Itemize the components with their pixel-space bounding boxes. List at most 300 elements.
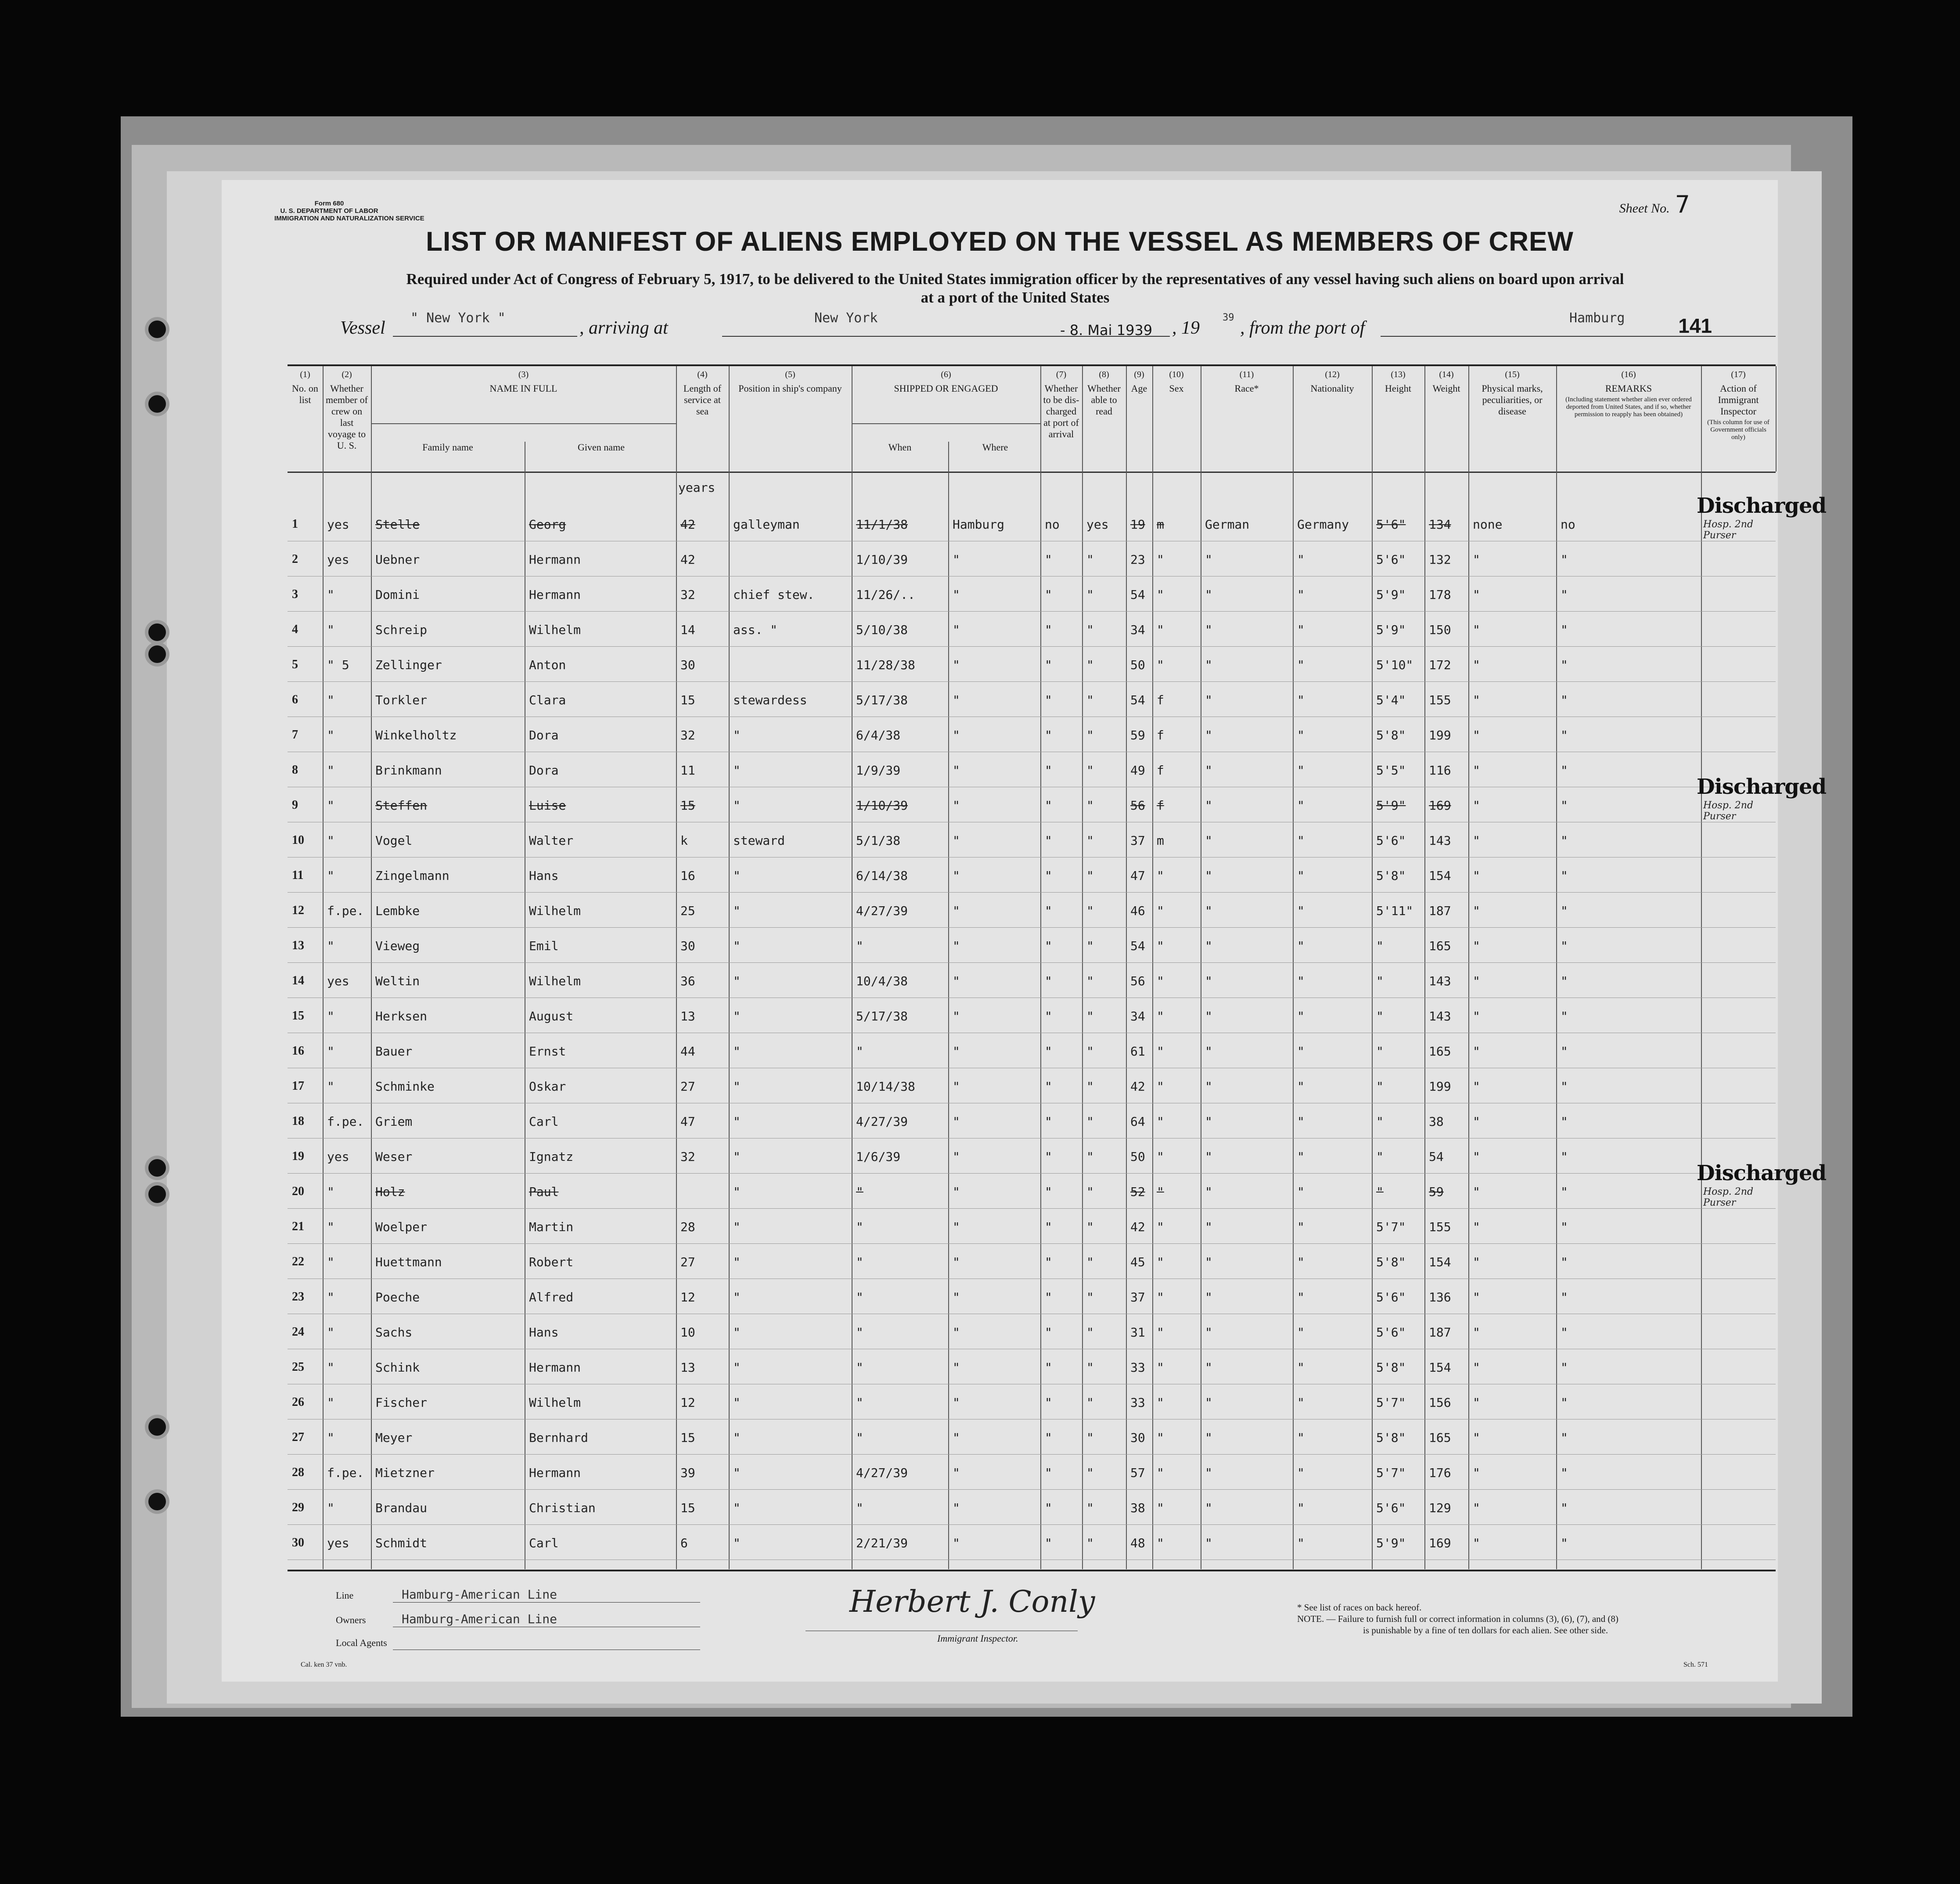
cell-weight: 143	[1429, 833, 1451, 848]
table-row	[288, 507, 1776, 542]
cell-read: "	[1086, 587, 1094, 602]
table-row	[288, 963, 1776, 998]
stamp-annotation: Hosp. 2nd Purser	[1703, 800, 1754, 822]
cell-given: Ignatz	[529, 1149, 574, 1164]
cell-nat: "	[1297, 1325, 1305, 1340]
cell-when: 6/4/38	[856, 728, 901, 742]
cell-last: "	[327, 728, 334, 742]
row-rule	[288, 1208, 1776, 1209]
cell-position: ass. "	[733, 623, 778, 637]
cell-nat: "	[1297, 693, 1305, 707]
list-number: 141	[1678, 314, 1712, 337]
column-header	[1372, 366, 1425, 472]
service-name: IMMIGRATION AND NATURALIZATION SERVICE	[274, 215, 424, 222]
cell-read: "	[1086, 1360, 1094, 1375]
cell-last: " 5	[327, 658, 349, 672]
cell-disch: "	[1045, 798, 1052, 813]
owners-value: Hamburg-American Line	[402, 1612, 557, 1626]
cell-family: Herksen	[375, 1009, 428, 1023]
column-header	[1201, 366, 1294, 472]
cell-when: "	[856, 1255, 863, 1269]
cell-nat: "	[1297, 868, 1305, 883]
cell-read: "	[1086, 1325, 1094, 1340]
cell-last: "	[327, 693, 334, 707]
column-header	[1152, 366, 1201, 472]
cell-disch: "	[1045, 1044, 1052, 1059]
years-unit-label: years	[678, 480, 716, 495]
cell-weight: 169	[1429, 798, 1451, 813]
cell-when: 11/28/38	[856, 658, 915, 672]
cell-family: Torkler	[375, 693, 428, 707]
table-row	[288, 1350, 1776, 1385]
column-label: Physical marks, peculiarities, or disease	[1482, 383, 1543, 417]
cell-family: Schreip	[375, 623, 428, 637]
column-header	[676, 366, 730, 472]
cell-race: "	[1205, 623, 1212, 637]
cell-weight: 59	[1429, 1185, 1444, 1199]
column-number: (7)	[1056, 370, 1067, 379]
column-note: (Including statement whether alien ever ordered deported from United States, and if so, whether permission to reapply has been obtained)	[1565, 396, 1692, 418]
row-rule	[288, 611, 1776, 612]
cell-read: "	[1086, 1220, 1094, 1234]
cell-remarks: "	[1561, 1185, 1568, 1199]
cell-where: "	[953, 1185, 960, 1199]
cell-nat: "	[1297, 1430, 1305, 1445]
cell-position: "	[733, 1079, 741, 1094]
cell-marks: "	[1473, 623, 1480, 637]
cell-given: Christian	[529, 1501, 596, 1515]
cell-height: "	[1376, 1149, 1384, 1164]
cell-service: 15	[680, 798, 695, 813]
cell-read: "	[1086, 1185, 1094, 1199]
cell-remarks: "	[1561, 693, 1568, 707]
cell-weight: 165	[1429, 1044, 1451, 1059]
cell-marks: "	[1473, 974, 1480, 988]
cell-given: Hermann	[529, 552, 581, 567]
cell-read: yes	[1086, 517, 1109, 532]
cell-where: "	[953, 658, 960, 672]
cell-no: 12	[292, 904, 304, 917]
cell-height: 5'9"	[1376, 798, 1406, 813]
cell-race: "	[1205, 763, 1212, 778]
cell-weight: 155	[1429, 693, 1451, 707]
cell-height: 5'7"	[1376, 1395, 1406, 1410]
table-row	[288, 1315, 1776, 1350]
cell-where: "	[953, 1290, 960, 1304]
cell-weight: 178	[1429, 587, 1451, 602]
cell-remarks: "	[1561, 798, 1568, 813]
cell-marks: "	[1473, 1536, 1480, 1550]
cell-family: Schminke	[375, 1079, 435, 1094]
cell-age: 34	[1130, 623, 1145, 637]
cell-position: "	[733, 763, 741, 778]
column-header	[1293, 366, 1373, 472]
column-label: Weight	[1432, 383, 1460, 394]
cell-no: 28	[292, 1466, 304, 1479]
cell-no: 14	[292, 974, 304, 987]
cell-service: 15	[680, 693, 695, 707]
cell-position: "	[733, 1395, 741, 1410]
cell-race: "	[1205, 1149, 1212, 1164]
cell-family: Brandau	[375, 1501, 428, 1515]
cell-height: 5'6"	[1376, 552, 1406, 567]
owners-label: Owners	[336, 1614, 366, 1625]
cell-remarks: "	[1561, 1114, 1568, 1129]
cell-sex: "	[1157, 904, 1164, 918]
column-number: (15)	[1505, 370, 1520, 379]
cell-height: 5'6"	[1376, 1501, 1406, 1515]
cell-age: 33	[1130, 1360, 1145, 1375]
cell-last: "	[327, 1290, 334, 1304]
cell-given: Hermann	[529, 587, 581, 602]
vessel-info-line	[336, 310, 1751, 340]
cell-no: 17	[292, 1079, 304, 1093]
cell-sex: "	[1157, 623, 1164, 637]
cell-service: k	[680, 833, 688, 848]
cell-race: "	[1205, 693, 1212, 707]
cell-given: Paul	[529, 1185, 559, 1199]
cell-nat: Germany	[1297, 517, 1349, 532]
cell-given: Clara	[529, 693, 566, 707]
cell-sex: "	[1157, 658, 1164, 672]
cell-marks: "	[1473, 1360, 1480, 1375]
cell-given: August	[529, 1009, 574, 1023]
cell-given: Wilhelm	[529, 974, 581, 988]
year-prefix: , 19	[1172, 318, 1200, 338]
cell-height: "	[1376, 1114, 1384, 1129]
cell-read: "	[1086, 1009, 1094, 1023]
row-rule	[288, 927, 1776, 928]
cell-last: "	[327, 1009, 334, 1023]
column-label: Race*	[1234, 383, 1259, 394]
cell-family: Woelper	[375, 1220, 428, 1234]
cell-service: 27	[680, 1255, 695, 1269]
column-number: (11)	[1239, 370, 1254, 379]
table-row	[288, 1244, 1776, 1279]
cell-family: Schmidt	[375, 1536, 428, 1550]
cell-position: steward	[733, 833, 785, 848]
cell-disch: "	[1045, 1079, 1052, 1094]
cell-last: "	[327, 1360, 334, 1375]
cell-service: 32	[680, 728, 695, 742]
cell-service: 44	[680, 1044, 695, 1059]
cell-sex: f	[1157, 693, 1164, 707]
cell-marks: "	[1473, 728, 1480, 742]
cell-height: 5'8"	[1376, 1360, 1406, 1375]
cell-no: 20	[292, 1185, 304, 1198]
cell-read: "	[1086, 623, 1094, 637]
cell-where: "	[953, 1114, 960, 1129]
column-number: (13)	[1391, 370, 1406, 379]
cell-race: "	[1205, 1290, 1212, 1304]
cell-sex: "	[1157, 939, 1164, 953]
cell-read: "	[1086, 833, 1094, 848]
column-number: (4)	[697, 370, 708, 379]
cell-remarks: "	[1561, 1395, 1568, 1410]
cell-marks: "	[1473, 798, 1480, 813]
cell-when: 1/6/39	[856, 1149, 901, 1164]
cell-age: 50	[1130, 1149, 1145, 1164]
cell-no: 18	[292, 1114, 304, 1128]
cell-given: Robert	[529, 1255, 574, 1269]
cell-marks: "	[1473, 1079, 1480, 1094]
cell-given: Hans	[529, 868, 559, 883]
table-row	[288, 1279, 1776, 1315]
cell-age: 38	[1130, 1501, 1145, 1515]
cell-weight: 154	[1429, 1360, 1451, 1375]
cell-family: Holz	[375, 1185, 405, 1199]
cell-nat: "	[1297, 728, 1305, 742]
cell-remarks: "	[1561, 833, 1568, 848]
cell-given: Walter	[529, 833, 574, 848]
cell-where: "	[953, 1395, 960, 1410]
cell-nat: "	[1297, 939, 1305, 953]
cell-position: chief stew.	[733, 587, 815, 602]
column-header	[1040, 366, 1083, 472]
arrival-date-stamp: - 8. Mai 1939	[1060, 322, 1153, 339]
cell-read: "	[1086, 1079, 1094, 1094]
cell-nat: "	[1297, 974, 1305, 988]
binder-hole	[148, 623, 166, 641]
cell-position: "	[733, 868, 741, 883]
cell-no: 1	[292, 517, 298, 531]
line-value: Hamburg-American Line	[402, 1587, 557, 1602]
cell-weight: 176	[1429, 1466, 1451, 1480]
cell-last: yes	[327, 552, 349, 567]
cell-sex: f	[1157, 728, 1164, 742]
column-header	[1424, 366, 1469, 472]
cell-weight: 143	[1429, 1009, 1451, 1023]
cell-service: 13	[680, 1360, 695, 1375]
subtitle-line-1: Required under Act of Congress of February 5, 1917, to be delivered to the United States immigration officer by the representatives of any vessel having such aliens on board upon arrival	[406, 270, 1624, 288]
row-rule	[288, 1524, 1776, 1525]
cell-no: 30	[292, 1536, 304, 1549]
table-row	[288, 998, 1776, 1034]
cell-disch: "	[1045, 868, 1052, 883]
cell-weight: 154	[1429, 1255, 1451, 1269]
cell-when: 5/17/38	[856, 693, 908, 707]
cell-marks: "	[1473, 1325, 1480, 1340]
page-subtitle	[301, 270, 1730, 307]
cell-nat: "	[1297, 1290, 1305, 1304]
cell-disch: "	[1045, 1325, 1052, 1340]
cell-given: Carl	[529, 1536, 559, 1550]
cell-when: "	[856, 1430, 863, 1445]
column-number: (14)	[1439, 370, 1454, 379]
row-rule	[288, 1454, 1776, 1455]
cell-age: 33	[1130, 1395, 1145, 1410]
binder-hole	[148, 645, 166, 663]
column-number: (9)	[1134, 370, 1144, 379]
column-header	[288, 366, 324, 472]
cell-weight: 143	[1429, 974, 1451, 988]
stamp-annotation: Hosp. 2nd Purser	[1703, 1186, 1754, 1208]
cell-service: 42	[680, 517, 695, 532]
table-row	[288, 753, 1776, 788]
cell-where: "	[953, 1430, 960, 1445]
cell-no: 8	[292, 763, 298, 777]
cell-marks: "	[1473, 1430, 1480, 1445]
discharged-stamp: Discharged	[1697, 1161, 1827, 1185]
cell-read: "	[1086, 763, 1094, 778]
cell-remarks: "	[1561, 1536, 1568, 1550]
cell-age: 45	[1130, 1255, 1145, 1269]
cell-where: "	[953, 974, 960, 988]
cell-disch: "	[1045, 763, 1052, 778]
cell-weight: 155	[1429, 1220, 1451, 1234]
cell-remarks: "	[1561, 904, 1568, 918]
cell-race: "	[1205, 1255, 1212, 1269]
cell-height: 5'8"	[1376, 1255, 1406, 1269]
cell-height: 5'8"	[1376, 728, 1406, 742]
cell-height: 5'6"	[1376, 833, 1406, 848]
cell-service: 32	[680, 1149, 695, 1164]
cell-position: stewardess	[733, 693, 807, 707]
print-code: Cal. ken 37 vnb.	[301, 1661, 347, 1668]
cell-remarks: "	[1561, 623, 1568, 637]
cell-weight: 187	[1429, 1325, 1451, 1340]
cell-race: "	[1205, 1430, 1212, 1445]
cell-height: 5'7"	[1376, 1466, 1406, 1480]
cell-age: 37	[1130, 833, 1145, 848]
cell-given: Bernhard	[529, 1430, 588, 1445]
cell-position: "	[733, 1430, 741, 1445]
cell-sex: "	[1157, 1290, 1164, 1304]
cell-when: 10/14/38	[856, 1079, 915, 1094]
cell-race: German	[1205, 517, 1250, 532]
cell-disch: "	[1045, 658, 1052, 672]
column-header	[371, 366, 677, 472]
cell-service: 16	[680, 868, 695, 883]
column-label: Age	[1131, 383, 1147, 394]
table-row	[288, 1525, 1776, 1560]
cell-where: "	[953, 587, 960, 602]
cell-nat: "	[1297, 1220, 1305, 1234]
column-header	[729, 366, 852, 472]
cell-sex: m	[1157, 517, 1164, 532]
cell-sex: "	[1157, 587, 1164, 602]
cell-no: 21	[292, 1220, 304, 1233]
binder-hole	[148, 1493, 166, 1510]
cell-age: 46	[1130, 904, 1145, 918]
cell-no: 11	[292, 868, 304, 882]
cell-nat: "	[1297, 1255, 1305, 1269]
cell-age: 57	[1130, 1466, 1145, 1480]
cell-position: galleyman	[733, 517, 800, 532]
cell-weight: 165	[1429, 939, 1451, 953]
cell-family: Winkelholtz	[375, 728, 457, 742]
cell-weight: 169	[1429, 1536, 1451, 1550]
cell-given: Dora	[529, 763, 559, 778]
cell-service: 39	[680, 1466, 695, 1480]
cell-no: 19	[292, 1149, 304, 1163]
cell-marks: "	[1473, 1290, 1480, 1304]
column-number: (12)	[1325, 370, 1340, 379]
cell-nat: "	[1297, 1395, 1305, 1410]
cell-family: Poeche	[375, 1290, 420, 1304]
cell-where: "	[953, 728, 960, 742]
cell-disch: "	[1045, 1430, 1052, 1445]
cell-marks: "	[1473, 939, 1480, 953]
cell-when: 5/10/38	[856, 623, 908, 637]
discharged-stamp: Discharged	[1697, 774, 1827, 799]
column-label: SHIPPED OR ENGAGED	[894, 383, 998, 394]
cell-weight: 199	[1429, 1079, 1451, 1094]
cell-given: Wilhelm	[529, 1395, 581, 1410]
cell-remarks: "	[1561, 1325, 1568, 1340]
cell-marks: none	[1473, 517, 1503, 532]
column-header	[1556, 366, 1702, 472]
cell-family: Weltin	[375, 974, 420, 988]
cell-position: "	[733, 1009, 741, 1023]
cell-read: "	[1086, 868, 1094, 883]
table-row	[288, 542, 1776, 577]
cell-no: 4	[292, 623, 298, 636]
column-label: Length of service at sea	[683, 383, 722, 417]
table-row	[288, 858, 1776, 893]
cell-sex: "	[1157, 552, 1164, 567]
table-row	[288, 1174, 1776, 1209]
cell-race: "	[1205, 1325, 1212, 1340]
local-agents-label: Local Agents	[336, 1637, 387, 1648]
binder-hole	[148, 1185, 166, 1203]
cell-no: 5	[292, 658, 298, 671]
header-bottom-rule	[288, 472, 1776, 473]
cell-family: Vogel	[375, 833, 413, 848]
cell-read: "	[1086, 1290, 1094, 1304]
cell-sex: "	[1157, 1185, 1164, 1199]
vessel-name: " New York "	[410, 310, 506, 326]
from-port-label: , from the port of	[1240, 318, 1365, 338]
cell-no: 6	[292, 693, 298, 706]
cell-when: 4/27/39	[856, 1466, 908, 1480]
cell-remarks: "	[1561, 1044, 1568, 1059]
cell-height: 5'6"	[1376, 1325, 1406, 1340]
cell-when: 4/27/39	[856, 904, 908, 918]
cell-when: 2/21/39	[856, 1536, 908, 1550]
cell-race: "	[1205, 1044, 1212, 1059]
cell-age: 30	[1130, 1430, 1145, 1445]
cell-height: "	[1376, 939, 1384, 953]
cell-family: Zellinger	[375, 658, 442, 672]
cell-nat: "	[1297, 623, 1305, 637]
row-rule	[288, 681, 1776, 682]
cell-marks: "	[1473, 763, 1480, 778]
cell-nat: "	[1297, 1009, 1305, 1023]
cell-last: "	[327, 1501, 334, 1515]
cell-marks: "	[1473, 868, 1480, 883]
column-label: No. on list	[292, 383, 318, 405]
row-rule	[288, 1243, 1776, 1244]
cell-when: 11/26/..	[856, 587, 915, 602]
cell-nat: "	[1297, 1466, 1305, 1480]
cell-age: 56	[1130, 798, 1145, 813]
cell-last: "	[327, 1395, 334, 1410]
cell-race: "	[1205, 1360, 1212, 1375]
cell-service: 30	[680, 939, 695, 953]
cell-height: "	[1376, 1079, 1384, 1094]
cell-last: f.pe.	[327, 904, 364, 918]
cell-height: 5'9"	[1376, 587, 1406, 602]
cell-disch: "	[1045, 1255, 1052, 1269]
cell-age: 64	[1130, 1114, 1145, 1129]
row-rule	[288, 1173, 1776, 1174]
cell-nat: "	[1297, 658, 1305, 672]
cell-where: "	[953, 1044, 960, 1059]
cell-age: 42	[1130, 1220, 1145, 1234]
cell-height: 5'6"	[1376, 1290, 1406, 1304]
cell-sex: "	[1157, 1501, 1164, 1515]
